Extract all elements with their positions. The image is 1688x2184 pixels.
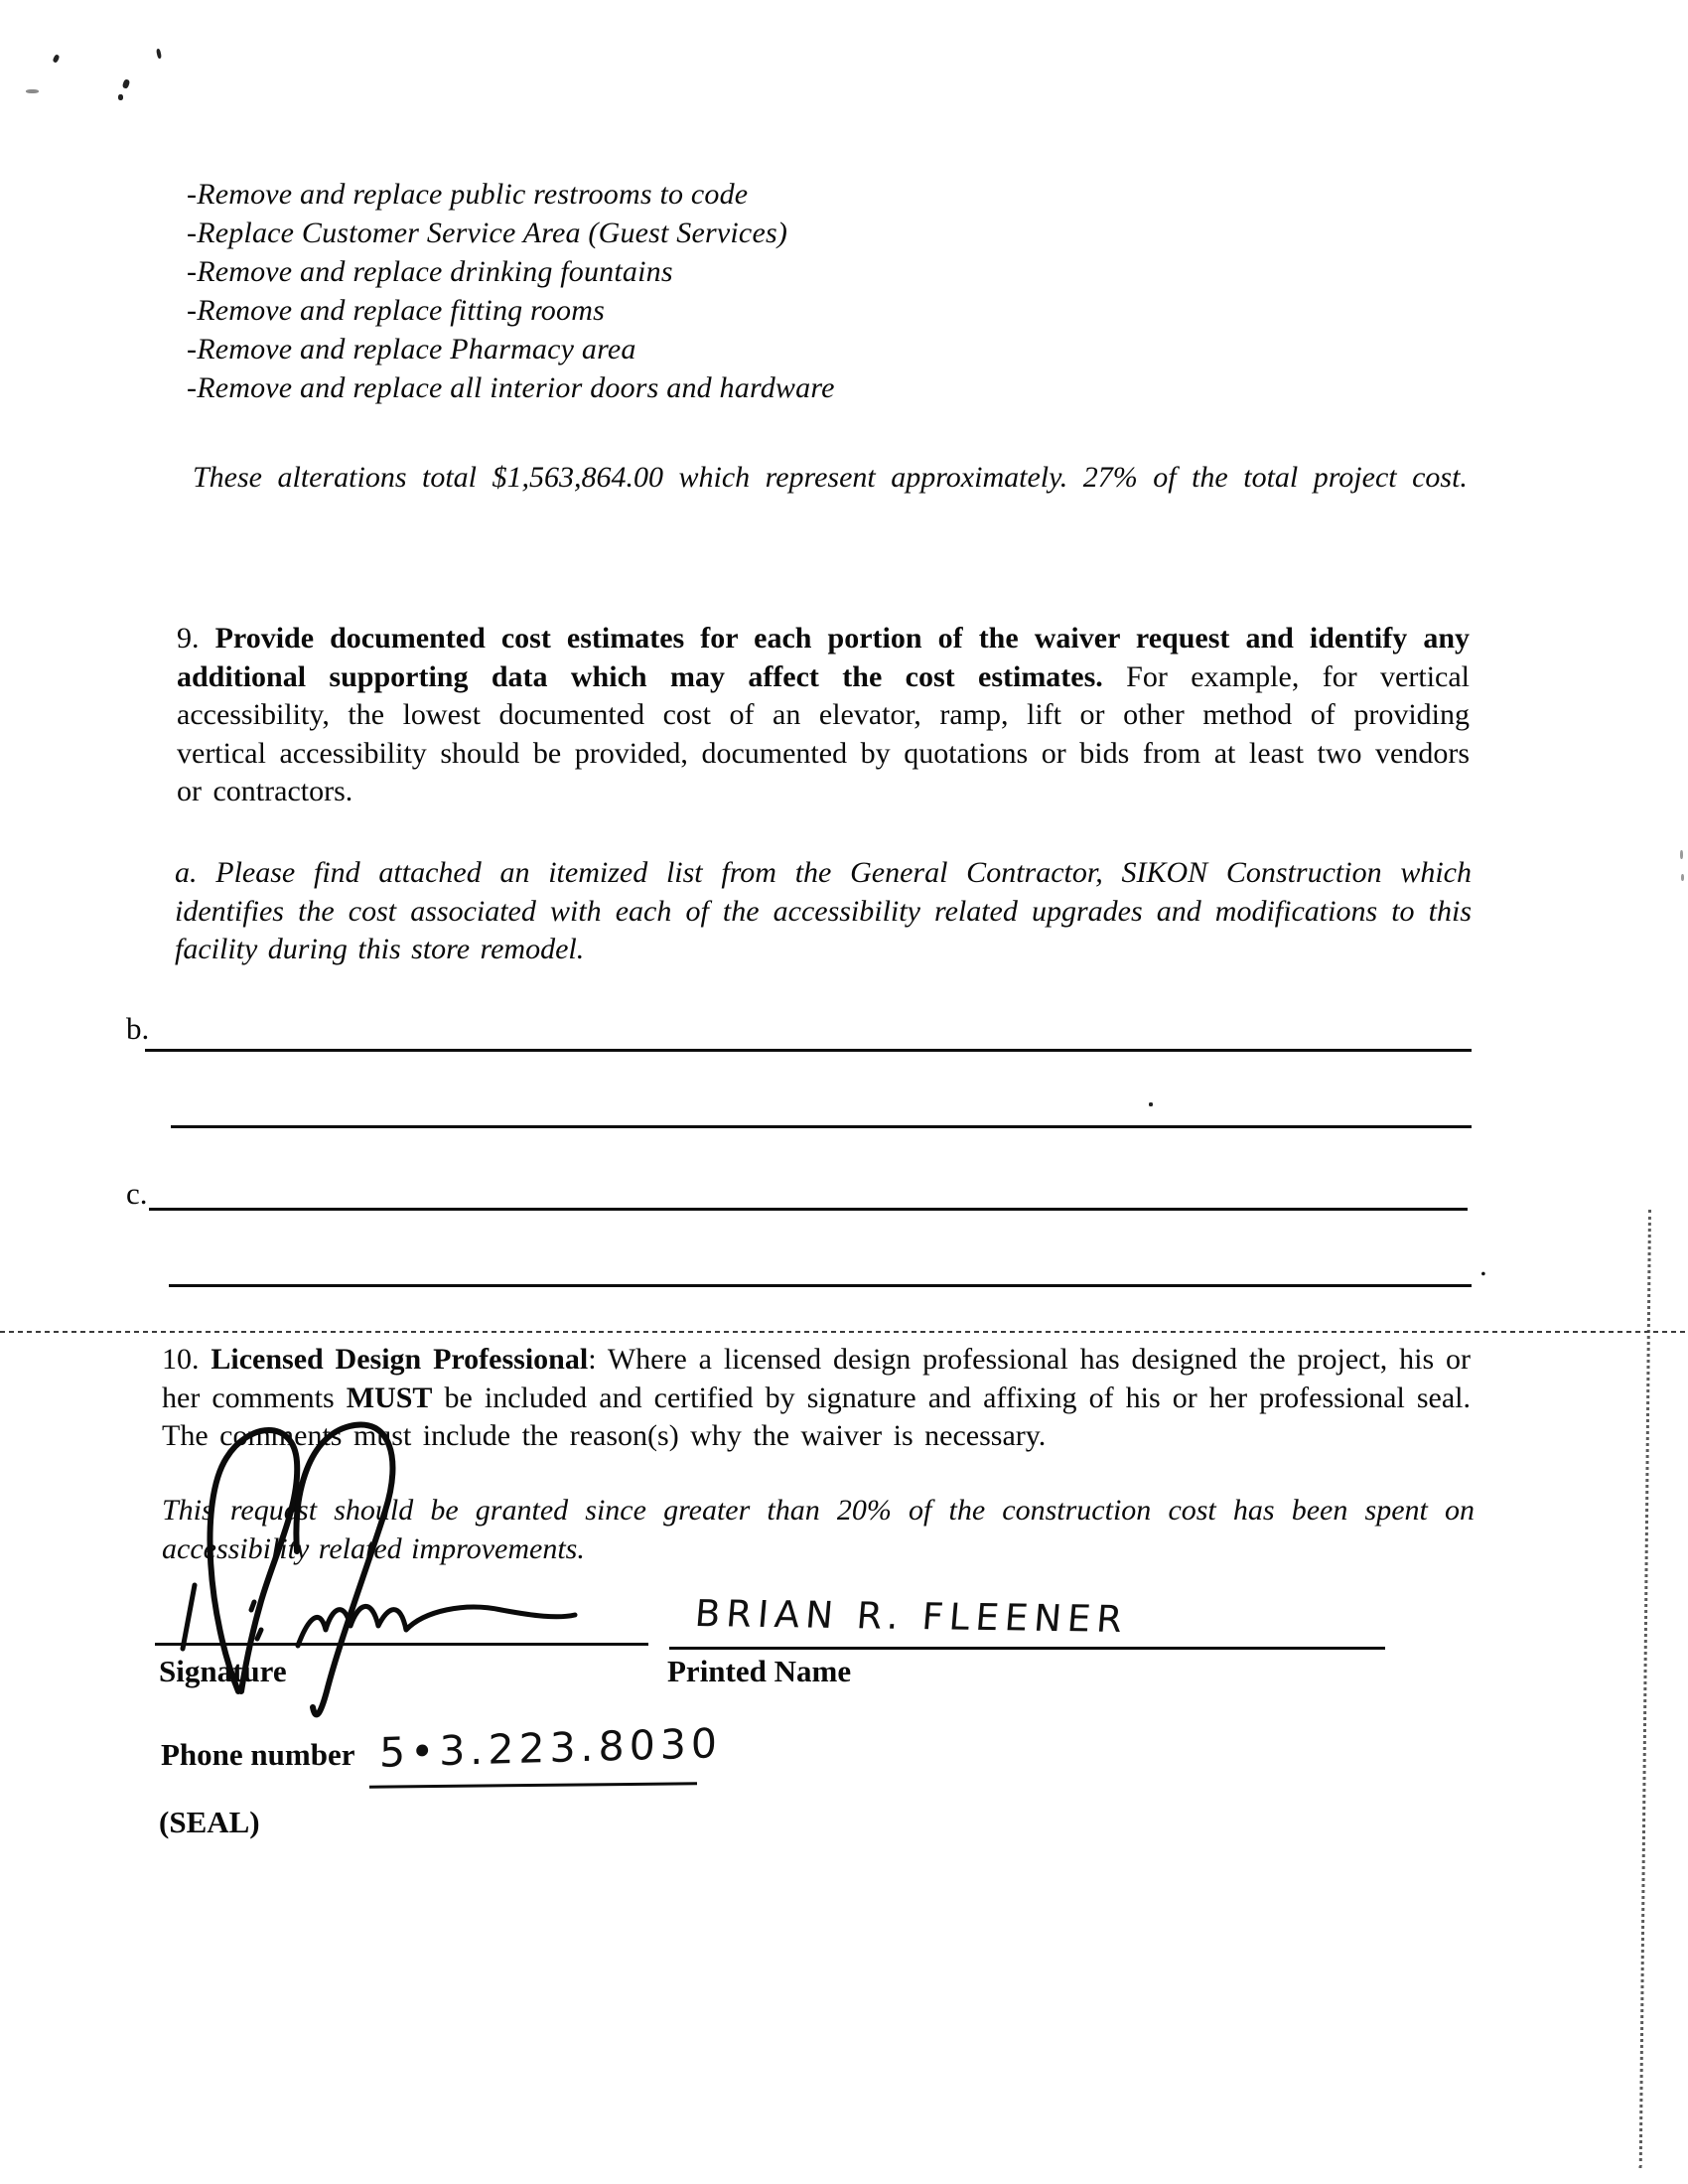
scan-speck [26,89,39,93]
printed-name-handwriting: BRIAN R. FLEENER [693,1591,1130,1642]
scan-speck [53,54,61,63]
printed-name-line [669,1647,1385,1650]
signature-line [155,1643,648,1646]
scan-speck [1680,850,1683,859]
totals-paragraph: These alterations total $1,563,864.00 which represent approximately. 27% of the total project cost. [193,461,1468,494]
blank-line-b-continuation [171,1125,1472,1128]
scan-speck [1149,1102,1153,1106]
section-10-rest-text: be included and certified by signature and affixing of his or her professional seal. The comments must include the reason(s) why the waiver is necessary. [162,1381,1471,1452]
item-c-label: c. [126,1176,148,1211]
section-9-paragraph [177,620,1470,811]
scan-speck [156,49,162,60]
section-9-number: 9. [177,622,215,655]
item-b-label: b. [126,1011,150,1046]
phone-number-label: Phone number [161,1737,355,1772]
blank-line-c-continuation [169,1284,1472,1287]
section-9-bold-text: Provide documented cost estimates for each portion of the waiver request and identify any additional supporting data which may affect the cost estimates. [177,622,1471,693]
phone-number-line [369,1782,697,1788]
section-10-paragraph [162,1341,1471,1456]
section-10-number: 10. [162,1343,211,1376]
section-10-must: MUST [346,1381,433,1414]
list-item: -Remove and replace public restrooms to code [187,178,749,211]
printed-name-label: Printed Name [667,1654,852,1688]
section-10-mid-text: : Where a licensed design professional has designed the project, his or her comments [162,1343,1471,1414]
seal-label: (SEAL) [159,1805,260,1839]
designer-comment: This request should be granted since greater than 20% of the construction cost has been spent on accessibility related improvements. [162,1494,1475,1565]
dashed-divider [0,1331,1688,1333]
blank-line-c [149,1208,1468,1211]
list-item: -Remove and replace drinking fountains [187,255,673,288]
scan-speck [118,94,123,100]
signature-label: Signature [159,1654,287,1688]
list-item: -Remove and replace all interior doors and hardware [187,371,835,404]
item-a-paragraph: a. Please find attached an itemized list from the General Contractor, SIKON Construction which identifies the cost associated with each of the accessibility related upgrades and modifications to this facility during this store remodel. [175,856,1472,965]
scan-speck [122,78,130,88]
list-item: -Remove and replace fitting rooms [187,294,605,327]
section-9-rest-text: For example, for vertical accessibility, the lowest documented cost of an elevator, ramp, lift or other method of providing vertical accessibility should be provided, documented by quotations or bids from at least two vendors or contractors. [177,659,1470,807]
alterations-list [187,175,835,407]
list-item: -Replace Customer Service Area (Guest Services) [187,217,788,249]
section-10-bold-title: Licensed Design Professional [211,1343,589,1376]
scan-speck [1681,874,1684,881]
dotted-margin-line [1639,1210,1651,2168]
phone-number-handwriting: 5•3.223.8030 [378,1719,723,1777]
trailing-period: . [1479,1247,1487,1282]
list-item: -Remove and replace Pharmacy area [187,333,636,365]
blank-line-b [145,1049,1472,1052]
